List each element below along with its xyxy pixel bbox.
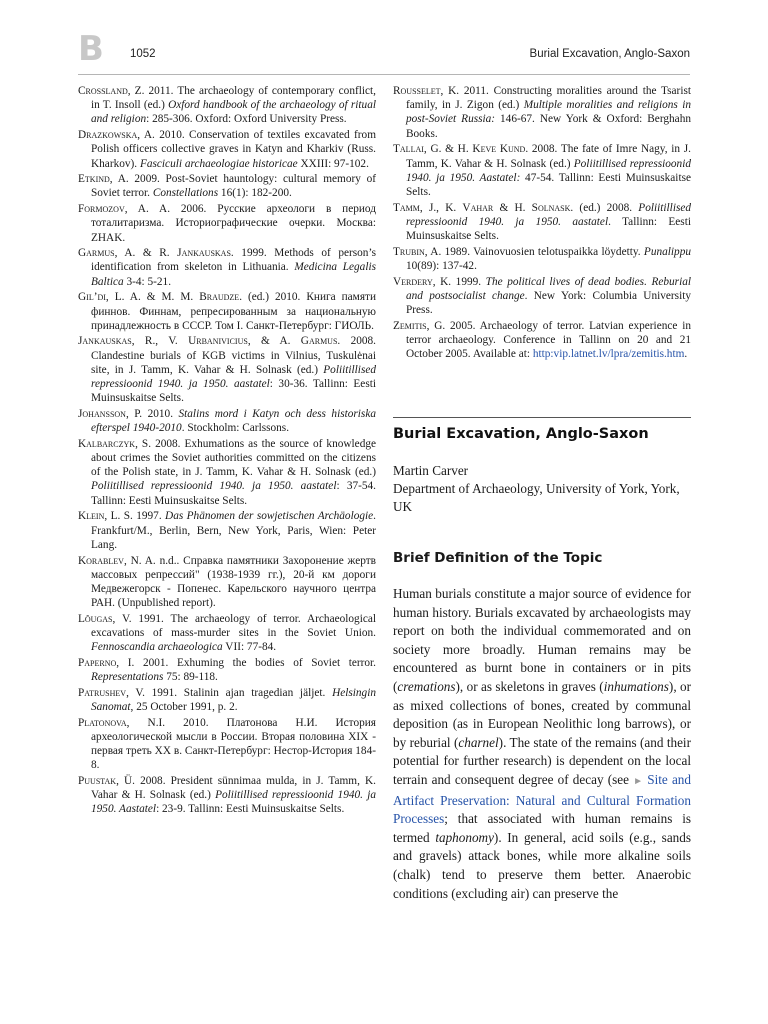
italic-text: The political lives of dead bodies. Reburial and postsocialist change	[406, 275, 692, 302]
plain-text: , L. A. & M. M.	[105, 291, 200, 304]
plain-text: , I. 2001. Exhuming the bodies of Soviet terror.	[116, 656, 376, 669]
plain-text: , A. 2009. Post-Soviet hauntology: cultural memory of Soviet terror.	[91, 173, 376, 200]
author-name-text: Paperno	[78, 656, 117, 669]
plain-text: . 2008. The fate of Imre Nagy, in J. Tamm, K. Vahar & H. Solnask (ed.)	[406, 143, 692, 170]
italic-text: cremations	[397, 678, 456, 694]
plain-text: ; that associated with human remains is termed	[393, 811, 691, 845]
italic-text: Poliitillised repressioonid 1940. ja 1950. Aastatel:	[406, 157, 691, 184]
plain-text: . Stockholm: Carlssons.	[181, 422, 290, 435]
reference-entry	[78, 128, 376, 171]
plain-text: , A. 2010. Conservation of textiles excavated from Polish officers collective graves in Katyn and Kharkiv (Russ. Kharkov).	[91, 129, 376, 170]
italic-text: Oxford handbook of the archaeology of ritual and religion	[91, 99, 376, 126]
reference-entry	[78, 554, 376, 611]
plain-text: 146-67. New York & Oxford: Berghahn Books.	[406, 113, 691, 140]
author-name-text: Jankauskas	[177, 247, 231, 260]
plain-text: , A. & R.	[114, 247, 178, 260]
reference-entry	[78, 84, 376, 127]
author-name-text: Urbanivicius	[188, 335, 248, 348]
plain-text: . New York: Columbia University Press.	[406, 289, 691, 317]
plain-text: , P. 2010.	[125, 407, 179, 420]
body-paragraph	[393, 585, 691, 903]
plain-text: 47-54. Tallinn: Eesti Muinsuskaitse Selts.	[406, 171, 691, 198]
section-title: Brief Definition of the Topic	[393, 550, 603, 566]
plain-text: .	[684, 348, 688, 361]
italic-text: Constellations	[152, 187, 219, 200]
reference-entry	[78, 612, 376, 655]
author-name-text: Zemitis	[393, 319, 427, 332]
author-name-text: Platonova	[78, 716, 127, 729]
cross-reference-link[interactable]: Site and Artifact Preservation: Natural and Cultural Formation Processes	[393, 771, 691, 827]
plain-text: , 25 October 1991, p. 2.	[130, 701, 238, 714]
italic-text: Poliitillised repressioonid 1940. ja 1950. aastatel	[406, 201, 692, 228]
plain-text: . Tallinn: Eesti Muinsuskaitse Selts.	[406, 215, 691, 243]
reference-entry	[78, 686, 376, 714]
plain-text: , A. A. 2006. Русские археологи в период тоталитаризма. Историографические очерки. Москва: ZHAK.	[91, 203, 376, 244]
reference-entry	[78, 407, 376, 435]
plain-text: . (ed.) 2008.	[570, 201, 639, 214]
plain-text: , R., V.	[131, 335, 189, 348]
entry-divider	[393, 417, 691, 418]
author-name-text: Jankauskas	[78, 335, 132, 348]
author-affiliation: Department of Archaeology, University of York, York, UK	[393, 481, 680, 514]
plain-text: . (ed.) 2010. Книга памяти финнов. Финнам, репресированным за национальную принадлежность в СССР. Том I. Санкт-Петербург: ГИОЛЬ.	[91, 291, 376, 332]
plain-text: ). The state of the remains (and their potential for further research) is dependent on the local terrain and consequent degree of decay (see	[393, 734, 691, 787]
page-number: 1052	[130, 48, 156, 60]
plain-text: , V. 1991. Stalinin ajan tragedian jäljet.	[126, 686, 333, 699]
author-name-text: Crossland	[78, 85, 128, 97]
plain-text: . 2008. Clandestine burials of KGB victims in Vilnius, Tuskulėnai site, in J. Tamm, K. Vahar & H. Solnask (ed.)	[91, 335, 376, 376]
plain-text: , N. A. n.d.. Справка памятники Захоронение жертв массовых репрессий" (1938-1939 гг.), 20-й км дороги Медвежегорск - Попенес. Карельского научного центра РАН. (Unpublished report).	[91, 554, 376, 610]
plain-text: 10(89): 137-42.	[406, 259, 477, 272]
page-header	[78, 30, 690, 75]
reference-entry	[78, 437, 376, 508]
italic-text: Das Phänomen der sowjetischen Archäologie	[165, 510, 374, 523]
author-name-text: Kalbarczyk	[78, 437, 136, 450]
author-name-text: Solnask	[531, 201, 571, 214]
reference-entry	[78, 656, 376, 684]
author-name-text: Klein	[78, 510, 105, 523]
plain-text: , N.I. 2010. Платонова Н.И. История археологической мысли в России. Вторая половина XIX - первая треть XX в. Санкт-Петербург: Нестор-История 184-8.	[91, 716, 376, 772]
author-name: Martin Carver	[393, 463, 469, 478]
author-name-text: Trubin	[393, 245, 425, 258]
author-name-text: Braudze	[199, 291, 240, 304]
plain-text: , G. & H.	[423, 143, 473, 156]
plain-text: VII: 77-84.	[222, 641, 277, 654]
author-name-text: Korablev	[78, 554, 124, 567]
plain-text: , K. 1999.	[432, 275, 486, 288]
author-name-text: Garmus	[78, 247, 115, 260]
italic-text: Fasciculi archaeologiae historicae	[139, 157, 298, 170]
italic-text: Medicina Legalis Baltica	[91, 261, 376, 288]
plain-text: : 23-9. Tallinn: Eesti Muinsuskaitse Selts.	[156, 803, 345, 816]
author-name-text: Etkind	[78, 173, 110, 186]
plain-text: , V. 1991. The archaeology of terror. Archaeological excavations of mass-murder sites in the Soviet Union.	[91, 612, 376, 640]
author-name-text: Tamm	[393, 201, 420, 214]
reference-list-right	[393, 84, 691, 363]
plain-text: : 37-54. Tallinn: Eesti Muinsuskaitse Selts.	[91, 480, 376, 507]
author-name-text: Drazkowska	[78, 129, 138, 142]
reference-entry	[78, 172, 376, 200]
plain-text: 16(1): 182-200.	[218, 187, 292, 200]
plain-text: 3-4: 5-21.	[123, 275, 172, 288]
italic-text: Representations	[91, 671, 164, 684]
reference-entry	[78, 509, 376, 552]
entry-title: Burial Excavation, Anglo-Saxon	[393, 426, 649, 442]
plain-text: , A. 1989. Vainovuosien telotuspaikka löydetty.	[424, 245, 644, 258]
author-name-text: Lõugas	[78, 612, 113, 625]
plain-text: , G. 2005. Archaeology of terror. Latvian experience in terror archaeology. Conference in Tallinn on 20 and 21 October 2005. Available at:	[406, 319, 691, 361]
italic-text: Poliitillised repressioonid 1940. ja 1950. aastatel	[91, 363, 376, 391]
italic-text: Punalippu	[643, 245, 691, 258]
reference-entry	[393, 201, 691, 244]
plain-text: : 30-36. Tallinn: Eesti Muinsuskaitse Selts.	[91, 378, 376, 405]
plain-text: . Frankfurt/M., Berlin, Bern, New York, Paris, Wien: Peter Lang.	[91, 510, 376, 551]
plain-text: : 285-306. Oxford: Oxford University Press.	[146, 113, 347, 126]
author-name-text: Patrushev	[78, 686, 127, 699]
author-name-text: Puustak	[78, 775, 117, 788]
running-title: Burial Excavation, Anglo-Saxon	[529, 48, 690, 60]
italic-text: Stalins mord i Katyn och dess historiska efterspel 1940-2010	[91, 407, 376, 435]
reference-link[interactable]: http:vip.latnet.lv/lpra/zemitis.htm	[532, 348, 685, 361]
author-name-text: Rousselet	[393, 85, 441, 97]
italic-text: Helsingin Sanomat	[91, 686, 376, 714]
italic-text: Poliitillised repressioonid 1940. ja 1950. Aastatel	[91, 789, 376, 816]
plain-text: , L. S. 1997.	[104, 510, 166, 523]
italic-text: Poliitillised repressioonid 1940. ja 1950. aastatel	[91, 480, 337, 493]
author-name-text: Tallai	[393, 143, 424, 156]
italic-text: Fennoscandia archaeologica	[91, 641, 223, 654]
plain-text: , J., K.	[419, 201, 463, 214]
plain-text: ), or as skeletons in graves (	[455, 678, 604, 694]
reference-entry	[78, 202, 376, 245]
italic-text: Multiple moralities and religions in post-Soviet Russia:	[406, 99, 691, 126]
plain-text: , Z. 2011. The archaeology of contemporary conflict, in T. Insoll (ed.)	[91, 85, 376, 112]
plain-text: Human burials constitute a major source of evidence for human history. Burials excavated by archaeologists may report on both the individual commemorated and on society more broadly. Human remains may be encountered as burnt bone in containers or in pits (	[393, 586, 691, 694]
plain-text: & H.	[493, 201, 532, 214]
reference-entry	[393, 142, 691, 199]
plain-text: , K. 2011. Constructing moralities around the Tsarist family, in J. Zigon (ed.)	[406, 85, 691, 112]
author-name-text: Formozov	[78, 203, 125, 216]
reference-entry	[393, 319, 691, 362]
author-name-text: Vahar	[462, 201, 494, 214]
plain-text: ). In general, acid soils (e.g., sands and gravels) attack bones, while more alkaline soils (chalk) tend to preserve them better. Anaerobic conditions (excluding air) can preserve the	[393, 829, 691, 901]
reference-entry	[78, 290, 376, 333]
reference-entry	[393, 84, 691, 141]
cross-reference-arrow-icon: ►	[633, 775, 644, 787]
reference-entry	[393, 245, 691, 273]
plain-text: , Ü. 2008. President sünnimaa mulda, in J. Tamm, K. Vahar & H. Solnask (ed.)	[91, 775, 376, 802]
italic-text: taphonomy	[435, 829, 494, 845]
plain-text: , S. 2008. Exhumations as the source of knowledge about crimes the Soviet authorities committed on the citizens of the Polish state, in J. Tamm, K. Vahar & H. Solnask (ed.)	[91, 437, 376, 479]
reference-entry	[78, 334, 376, 405]
reference-entry	[393, 275, 691, 318]
plain-text: , & A.	[247, 335, 301, 348]
author-name-text: Verdery	[393, 275, 433, 288]
reference-entry	[78, 246, 376, 289]
plain-text: 75: 89-118.	[163, 671, 218, 684]
plain-text: . 1999. Methods of person’s identification from skeleton in Lithuania.	[91, 247, 376, 274]
author-block	[393, 462, 691, 516]
author-name-text: Gil’di	[78, 291, 106, 304]
plain-text: ), or as mixed collections of bones, created by communal deposition (as in European Neolithic long barrows), or by reburial (	[393, 678, 691, 750]
section-letter: B	[78, 29, 104, 69]
reference-entry	[78, 716, 376, 773]
reference-entry	[78, 774, 376, 817]
author-name-text: Johansson	[78, 407, 126, 420]
author-name-text: Keve Kund	[472, 143, 526, 156]
plain-text: XXIII: 97-102.	[297, 157, 369, 170]
reference-list-left	[78, 84, 376, 818]
author-name-text: Garmus	[300, 335, 338, 348]
italic-text: inhumations	[603, 678, 669, 694]
italic-text: charnel	[458, 734, 499, 750]
